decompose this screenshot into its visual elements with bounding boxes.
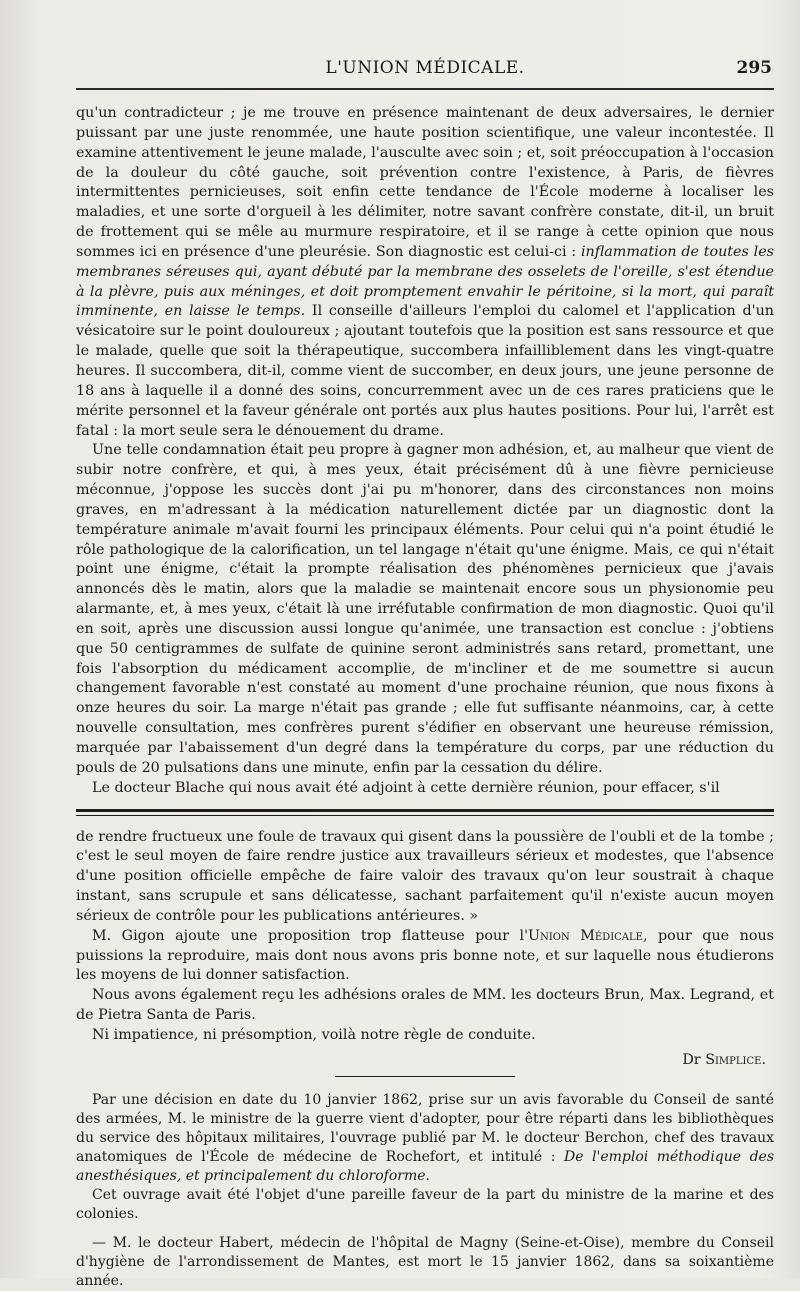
section-divider: [76, 809, 774, 816]
news-paragraph-1-text: Par une décision en date du 10 janvier 1862, prise sur un avis favorable du Conseil de santé des armées, M. le ministre de la guerre vient d'adopter, pour être réparti dans les bibliothèques du service des hôpitaux militaires, l'ouvrage publié par M. le docteur Berchon, chef des travaux anatomiques de l'École de médecine de Rochefort, et intitulé :: [76, 1091, 774, 1165]
diagnostic-quote: inflammation de toutes les membranes séreuses qui, ayant débuté par la membrane des osselets de l'oreille, s'est étendue à la plèvre, puis aux méninges, et doit promptement envahir le péritoine, si la mort, qui paraît imminente, en laisse le temps.: [76, 243, 775, 320]
letter-paragraph-1: de rendre fructueux une foule de travaux qui gisent dans la poussière de l'oubli et de la tombe ; c'est le seul moyen de faire rendre justice aux travailleurs sérieux et modestes, que l'absence d'une position officielle empêche de faire valoir des travaux qu'on leur soustrait à chaque instant, sans scrupule et sans délicatesse, sachant parfaitement qu'il n'existe aucun moyen sérieux de contrôle pour les publications antérieures. »: [76, 828, 774, 924]
letter-paragraph-4: Ni impatience, ni présomption, voilà notre règle de conduite.: [92, 1026, 536, 1043]
running-head: [76, 58, 774, 90]
news-section: [76, 1091, 774, 1291]
article-paragraph-1-end: Il conseille d'ailleurs l'emploi du calomel et l'application d'un vésicatoire sur le point douloureux ; ajoutant toutefois que la position est sans ressource et que le malade, quelle que soit la thérapeutique, succombera infailliblement dans les vingt-quatre heures. Il succombera, dit-il, comme vient de succomber, en deux jours, une jeune personne de 18 ans à laquelle il a donné des soins, concurremment avec un de ces rares praticiens que le mérite personnel et la faveur générale ont portés aux plus hautes positions. Pour lui, l'arrêt est fatal : la mort seule sera le dénouement du drame.: [76, 303, 774, 439]
book-title: De l'emploi méthodique des anesthésiques, et principalement du chloroforme.: [76, 1148, 775, 1184]
journal-name: Union Médicale: [528, 927, 643, 944]
signature-name: Simplice.: [705, 1051, 766, 1068]
page-number: 295: [736, 58, 772, 78]
news-paragraph-3: — M. le docteur Habert, médecin de l'hôpital de Magny (Seine-et-Oise), membre du Conseil d'hygiène de l'arrondissement de Mantes, est mort le 15 janvier 1862, dans sa soixantième année.: [76, 1234, 774, 1289]
article-paragraph-1: [76, 104, 774, 441]
article-paragraph-1-text: qu'un contradicteur ; je me trouve en présence maintenant de deux adversaires, le dernier puissant par une juste renommée, une haute position scientifique, une valeur incontestée. Il examine attentivement le jeune malade, l'ausculte avec soin ; et, soit préoccupation à l'occasion de la douleur du côté gauche, soit prévention contre l'existence, à Paris, de fièvres intermittentes pernicieuses, soit enfin cette tendance de l'École moderne à localiser les maladies, et une sorte d'orgueil à les délimiter, notre savant confrère constate, dit-il, un bruit de frottement qui se mêle au murmure respiratoire, et il se range à cette opinion que nous sommes ici en présence d'une pleurésie. Son diagnostic est celui-ci :: [76, 105, 774, 260]
article-continued: [76, 104, 774, 799]
news-paragraph-1: [76, 1091, 774, 1186]
signature: [76, 1050, 774, 1070]
letter-paragraph-2-start: M. Gigon ajoute une proposition trop flatteuse pour l': [92, 927, 529, 944]
news-paragraph-2: Cet ouvrage avait été l'objet d'une pareille faveur de la part du ministre de la marine et des colonies.: [76, 1186, 774, 1222]
letter-paragraph-2-end: , pour que nous puissions la reproduire, mais dont nous avons pris bonne note, et sur laquelle nous étudierons les moyens de lui donner satisfaction.: [76, 927, 774, 984]
letter-paragraph-3: Nous avons également reçu les adhésions orales de MM. les docteurs Brun, Max. Legrand, et de Pietra Santa de Paris.: [76, 987, 774, 1024]
signature-prefix: Dr: [682, 1051, 701, 1068]
running-title: L'UNION MÉDICALE.: [325, 58, 525, 78]
letter-continued: [76, 828, 774, 1070]
short-divider: [335, 1076, 515, 1077]
letter-paragraph-2: [76, 927, 774, 987]
article-paragraph-2: Une telle condamnation était peu propre à gagner mon adhésion, et, au malheur que vient de subir notre confrère, et qui, à mes yeux, était précisément dû à une fièvre pernicieuse méconnue, j'oppose les succès dont j'ai pu m'honorer, dans des circonstances non moins graves, en m'adressant à la médication naturellement dictée par un diagnostic dont la température animale m'avait fourni les principaux éléments. Pour celui qui n'a point étudié le rôle pathologique de la calorification, un tel langage n'était qu'une énigme. Mais, ce qui n'était point une énigme, c'était la prompte réalisation des phénomènes pernicieux que j'avais annoncés dès le matin, alors que la maladie se maintenait encore sous un physionomie peu alarmante, et, à mes yeux, c'était là une irréfutable confirmation de mon diagnostic. Quoi qu'il en soit, après une discussion aussi longue qu'animée, une transaction est conclue : j'obtiens que 50 centigrammes de sulfate de quinine seront administrés sans retard, promettant, une fois l'absorption du médicament accomplie, de m'incliner et de me soumettre si aucun changement favorable n'est constaté au moment d'une prochaine réunion, que nous fixons à onze heures du soir. La marge n'était pas grande ; elle fut suffisante néanmoins, car, à cette nouvelle consultation, mes confrères purent s'édifier en observant une heureuse rémission, marquée par l'abaissement d'un degré dans la température du corps, par une réduction du pouls de 20 pulsations dans une minute, enfin par la cessation du délire.: [76, 442, 774, 776]
article-paragraph-3: Le docteur Blache qui nous avait été adjoint à cette dernière réunion, pour effacer, s'il: [92, 779, 720, 796]
